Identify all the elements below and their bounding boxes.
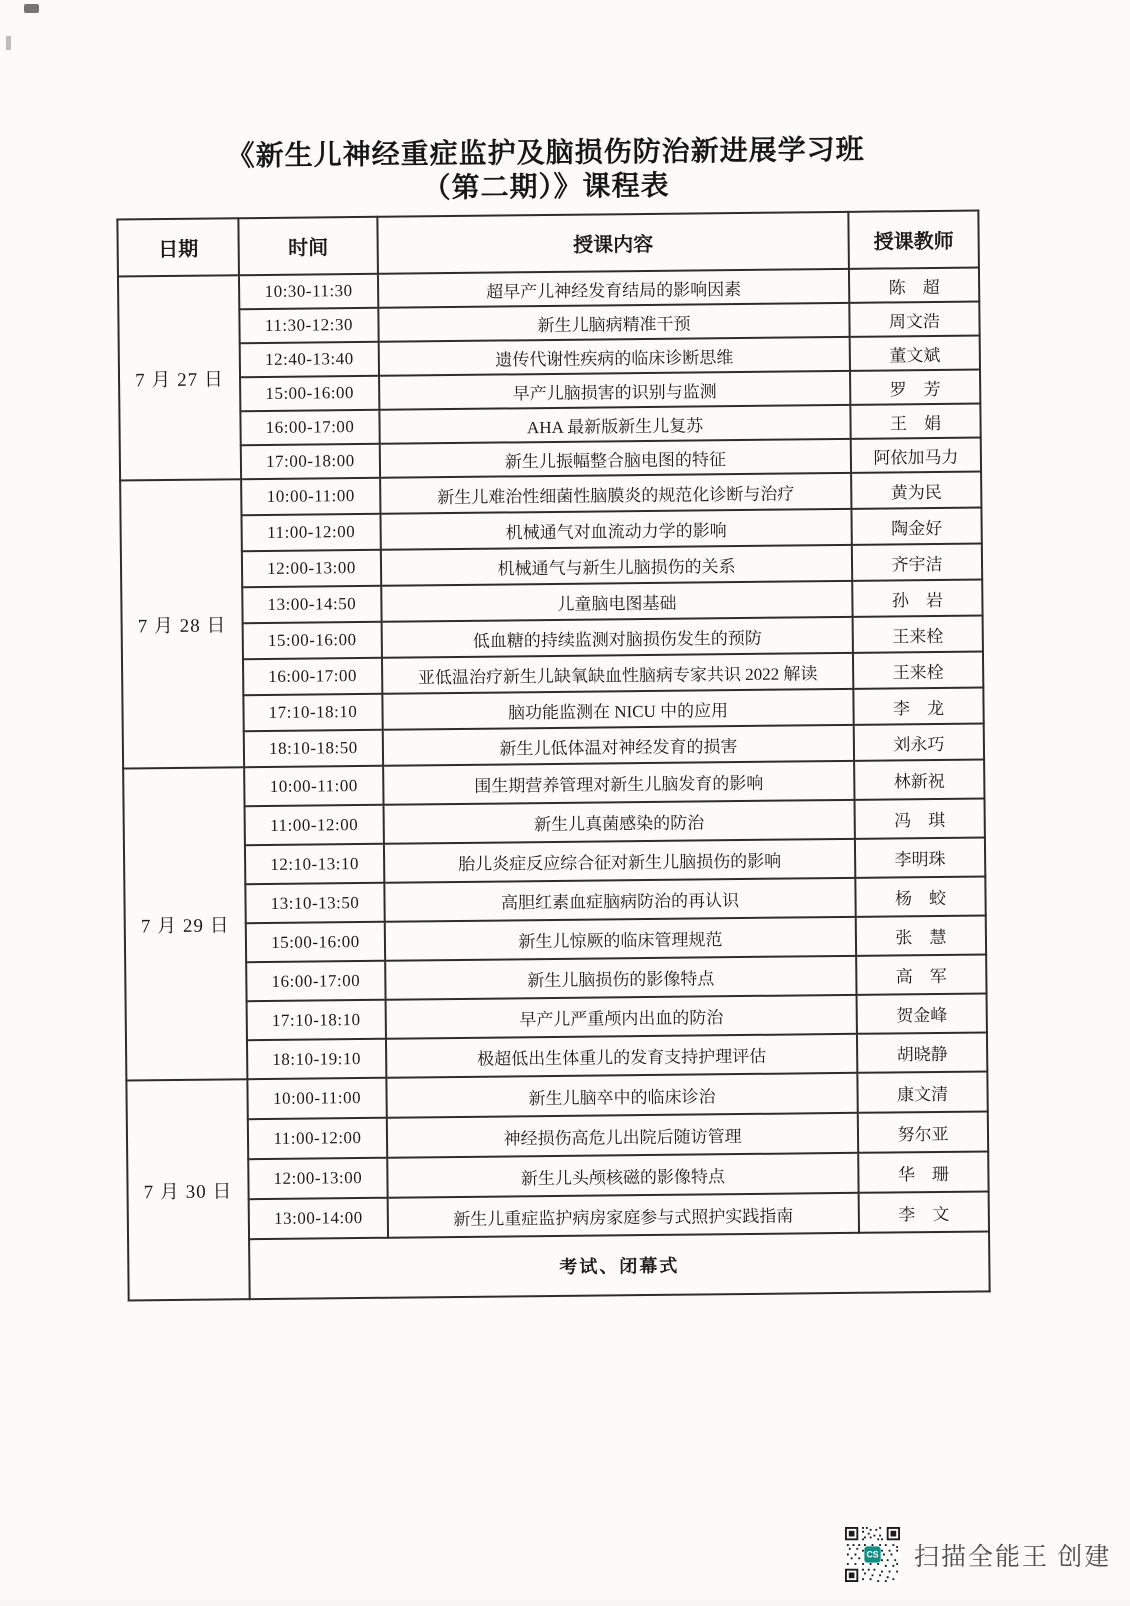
time-cell: 12:00-13:00 <box>242 550 381 587</box>
content-cell: 早产儿脑损害的识别与监测 <box>379 371 850 410</box>
document-title-line1: 《新生儿神经重症监护及脑损伤防治新进展学习班 <box>226 133 865 172</box>
time-cell: 16:00-17:00 <box>240 410 379 445</box>
qr-code-icon <box>845 1527 900 1582</box>
content-cell: 极超低出生体重儿的发育支持护理评估 <box>386 1034 857 1078</box>
header-content: 授课内容 <box>377 212 849 274</box>
header-date: 日期 <box>117 218 239 276</box>
content-cell: AHA 最新版新生儿复苏 <box>379 405 850 444</box>
header-time: 时间 <box>238 217 378 275</box>
teacher-cell: 胡晓静 <box>857 1032 987 1072</box>
content-cell: 神经损伤高危儿出院后随访管理 <box>387 1113 858 1158</box>
time-cell: 11:30-12:30 <box>239 308 378 343</box>
content-cell: 围生期营养管理对新生儿脑发育的影响 <box>383 761 854 805</box>
content-cell: 低血糖的持续监测对脑损伤发生的预防 <box>382 617 853 658</box>
teacher-cell: 冯 琪 <box>854 798 984 838</box>
header-teacher: 授课教师 <box>848 211 979 269</box>
content-cell: 胎儿炎症反应综合征对新生儿脑损伤的影响 <box>384 839 855 883</box>
time-cell: 12:00-13:00 <box>248 1158 387 1199</box>
teacher-cell: 贺金峰 <box>857 993 987 1033</box>
teacher-cell: 黄为民 <box>851 471 981 508</box>
content-cell: 新生儿脑病精准干预 <box>378 303 849 342</box>
teacher-cell: 李 文 <box>859 1191 989 1232</box>
teacher-cell: 华 珊 <box>858 1151 988 1192</box>
teacher-cell: 李 龙 <box>853 687 983 724</box>
date-cell: 7 月 27 日 <box>118 275 241 480</box>
teacher-cell: 陶金好 <box>851 507 981 544</box>
content-cell: 亚低温治疗新生儿缺氧缺血性脑病专家共识 2022 解读 <box>382 653 853 694</box>
time-cell: 10:00-11:00 <box>244 766 383 806</box>
time-cell: 17:10-18:10 <box>247 1000 386 1040</box>
content-cell: 新生儿惊厥的临床管理规范 <box>385 917 856 961</box>
time-cell: 10:30-11:30 <box>239 274 378 309</box>
content-cell: 早产儿严重颅内出血的防治 <box>386 995 857 1039</box>
time-cell: 17:00-18:00 <box>241 444 380 479</box>
time-cell: 17:10-18:10 <box>243 694 382 731</box>
teacher-cell: 王来栓 <box>853 651 983 688</box>
content-cell: 遗传代谢性疾病的临床诊断思维 <box>379 337 850 376</box>
teacher-cell: 王来栓 <box>853 615 983 652</box>
document-title-line2: （第二期）》课程表 <box>422 169 670 204</box>
content-cell: 新生儿重症监护病房家庭参与式照护实践指南 <box>388 1193 859 1238</box>
content-cell: 超早产儿神经发育结局的影响因素 <box>378 269 849 308</box>
teacher-cell: 康文清 <box>857 1071 987 1112</box>
date-cell: 7 月 30 日 <box>126 1079 249 1300</box>
time-cell: 13:00-14:50 <box>242 586 381 623</box>
teacher-cell: 陈 超 <box>849 268 979 303</box>
content-cell: 新生儿难治性细菌性脑膜炎的规范化诊断与治疗 <box>380 473 851 514</box>
time-cell: 15:00-16:00 <box>243 622 382 659</box>
teacher-cell: 张 慧 <box>856 915 986 955</box>
content-cell: 新生儿低体温对神经发育的损害 <box>383 725 854 766</box>
teacher-cell: 董文斌 <box>850 335 980 370</box>
time-cell: 18:10-19:10 <box>247 1039 386 1079</box>
content-cell: 新生儿头颅核磁的影像特点 <box>387 1153 858 1198</box>
teacher-cell: 周文浩 <box>849 302 979 337</box>
time-cell: 16:00-17:00 <box>246 961 385 1001</box>
time-cell: 15:00-16:00 <box>240 376 379 411</box>
time-cell: 11:00-12:00 <box>245 805 384 845</box>
course-schedule-table <box>116 209 990 1301</box>
time-cell: 11:00-12:00 <box>248 1118 387 1159</box>
content-cell: 新生儿真菌感染的防治 <box>384 800 855 844</box>
watermark-label: 扫描全能王 创建 <box>914 1543 1112 1571</box>
teacher-cell: 林新祝 <box>854 759 984 799</box>
teacher-cell: 齐宇洁 <box>852 543 982 580</box>
content-cell: 机械通气与新生儿脑损伤的关系 <box>381 545 852 586</box>
scan-artifact <box>6 36 11 50</box>
time-cell: 10:00-11:00 <box>241 478 380 515</box>
camscanner-watermark <box>845 1527 1111 1582</box>
content-cell: 机械通气对血流动力学的影响 <box>380 509 851 550</box>
time-cell: 16:00-17:00 <box>243 658 382 695</box>
time-cell: 15:00-16:00 <box>246 922 385 962</box>
time-cell: 10:00-11:00 <box>247 1078 386 1119</box>
time-cell: 13:10-13:50 <box>245 883 384 923</box>
teacher-cell: 孙 岩 <box>852 579 982 616</box>
teacher-cell: 刘永巧 <box>854 723 984 760</box>
content-cell: 新生儿脑卒中的临床诊治 <box>386 1073 857 1118</box>
teacher-cell: 罗 芳 <box>850 369 980 404</box>
document-title <box>0 130 1098 210</box>
time-cell: 12:40-13:40 <box>240 342 379 377</box>
exam-cell: 考试、闭幕式 <box>249 1231 990 1299</box>
content-cell: 高胆红素血症脑病防治的再认识 <box>384 878 855 922</box>
teacher-cell: 阿依加马力 <box>851 437 981 472</box>
teacher-cell: 杨 蛟 <box>855 876 985 916</box>
teacher-cell: 李明珠 <box>855 837 985 877</box>
content-cell: 儿童脑电图基础 <box>381 581 852 622</box>
date-cell: 7 月 28 日 <box>120 479 244 768</box>
time-cell: 18:10-18:50 <box>244 730 383 767</box>
content-cell: 新生儿脑损伤的影像特点 <box>385 956 856 1000</box>
exam-row <box>128 1231 990 1300</box>
content-cell: 新生儿振幅整合脑电图的特征 <box>380 439 851 478</box>
teacher-cell: 努尔亚 <box>858 1111 988 1152</box>
teacher-cell: 王 娟 <box>850 403 980 438</box>
time-cell: 11:00-12:00 <box>241 514 380 551</box>
date-cell: 7 月 29 日 <box>123 767 247 1080</box>
time-cell: 12:10-13:10 <box>245 844 384 884</box>
camscanner-logo-text: CS <box>866 1549 879 1560</box>
scan-artifact <box>24 4 39 13</box>
teacher-cell: 高 军 <box>856 954 986 994</box>
header-row <box>117 211 979 277</box>
time-cell: 13:00-14:00 <box>249 1198 388 1239</box>
content-cell: 脑功能监测在 NICU 中的应用 <box>382 689 853 730</box>
